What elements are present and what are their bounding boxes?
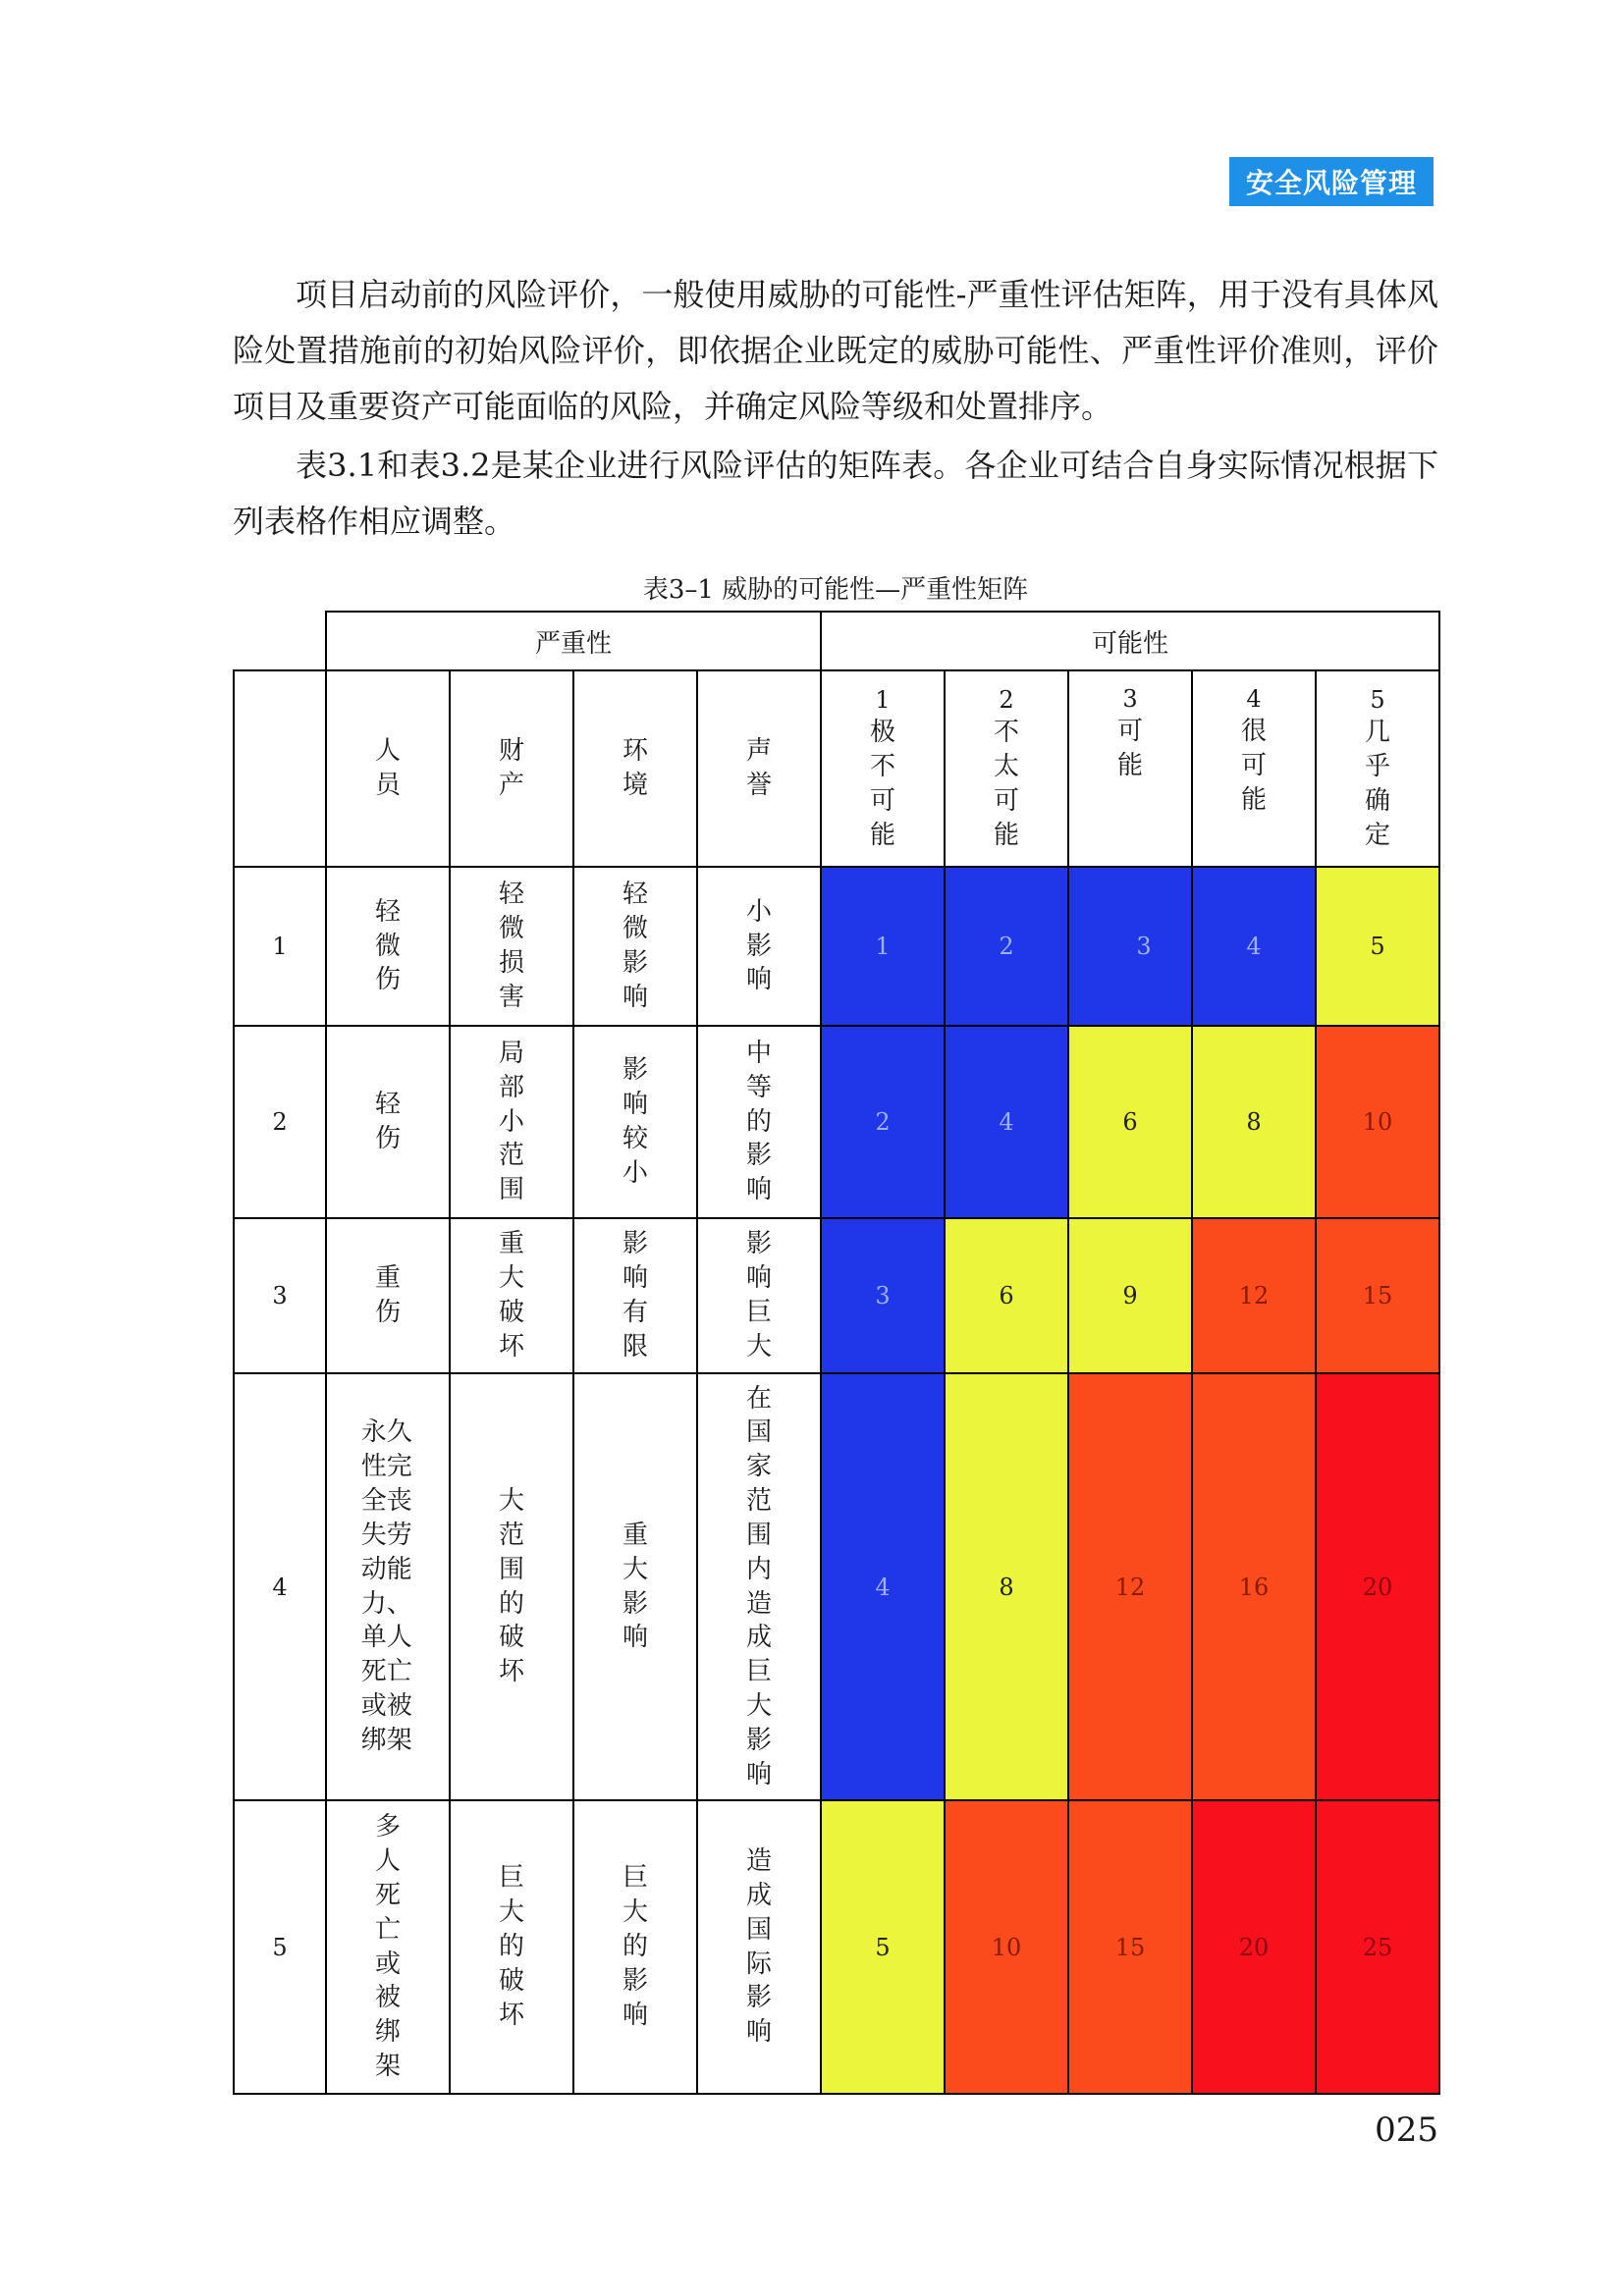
risk-score-cell: 4: [1192, 867, 1316, 1026]
blank-corner-cell: [234, 612, 326, 670]
personnel-cell: 轻微伤: [326, 867, 450, 1026]
col-header-likelihood-4: 4 很可能: [1192, 670, 1316, 867]
reputation-cell: 小影响: [697, 867, 821, 1026]
risk-score-cell: 12: [1068, 1373, 1192, 1800]
property-cell: 巨大的破坏: [450, 1800, 573, 2094]
table-row: [234, 1218, 1439, 1373]
group-header-row: [234, 612, 1439, 670]
page-number: 025: [1375, 2110, 1438, 2150]
personnel-cell: 重伤: [326, 1218, 450, 1373]
environment-cell: 重大影响: [573, 1373, 697, 1800]
property-cell: 局部小范围: [450, 1026, 573, 1218]
risk-score-cell: 20: [1316, 1373, 1439, 1800]
section-header-tag: 安全风险管理: [1229, 157, 1434, 206]
property-cell: 大范围的破坏: [450, 1373, 573, 1800]
risk-score-cell: 20: [1192, 1800, 1316, 2094]
risk-matrix-table: [233, 611, 1440, 2095]
personnel-cell: 多人死亡或被绑架: [326, 1800, 450, 2094]
table-row: [234, 1026, 1439, 1218]
environment-cell: 巨大的影响: [573, 1800, 697, 2094]
severity-level-cell: 1: [234, 867, 326, 1026]
risk-score-cell: 8: [1192, 1026, 1316, 1218]
column-header-row: [234, 670, 1439, 867]
reputation-cell: 造成国际影响: [697, 1800, 821, 2094]
severity-level-cell: 5: [234, 1800, 326, 2094]
table-caption: 表3–1 威胁的可能性—严重性矩阵: [642, 575, 1029, 605]
reputation-cell: 影响巨大: [697, 1218, 821, 1373]
risk-score-cell: 5: [821, 1800, 945, 2094]
risk-score-cell: 4: [821, 1373, 945, 1800]
reputation-cell: 在国家范围内造成巨大影响: [697, 1373, 821, 1800]
col-header-likelihood-5: 5 几乎确定: [1316, 670, 1439, 867]
risk-score-cell: 2: [945, 867, 1068, 1026]
environment-cell: 轻微影响: [573, 867, 697, 1026]
tables-reference-paragraph: 表3.1和表3.2是某企业进行风险评估的矩阵表。各企业可结合自身实际情况根据下列表格作相应调整。: [233, 447, 1438, 540]
risk-score-cell: 15: [1316, 1218, 1439, 1373]
risk-score-cell: 8: [945, 1373, 1068, 1800]
col-header-likelihood-3: 3 可能: [1068, 670, 1192, 867]
risk-score-cell: 6: [1068, 1026, 1192, 1218]
severity-group-header: 严重性: [326, 612, 821, 670]
risk-score-cell: 3: [821, 1218, 945, 1373]
table-row: [234, 1373, 1439, 1800]
col-header-likelihood-1: 1 极不可能: [821, 670, 945, 867]
risk-score-cell: 5: [1316, 867, 1439, 1026]
risk-score-cell: 15: [1068, 1800, 1192, 2094]
likelihood-group-header: 可能性: [821, 612, 1439, 670]
risk-score-cell: 25: [1316, 1800, 1439, 2094]
personnel-cell: 轻伤: [326, 1026, 450, 1218]
col-header-property: 财产: [450, 670, 573, 867]
risk-score-cell: 1: [821, 867, 945, 1026]
col-header-likelihood-2: 2 不太可能: [945, 670, 1068, 867]
risk-score-cell: 4: [945, 1026, 1068, 1218]
table-row: [234, 867, 1439, 1026]
personnel-cell: 永久性完全丧失劳动能力、单人死亡或被绑架: [326, 1373, 450, 1800]
col-header-personnel: 人员: [326, 670, 450, 867]
risk-score-cell: 6: [945, 1218, 1068, 1373]
risk-score-cell: 2: [821, 1026, 945, 1218]
severity-level-cell: 2: [234, 1026, 326, 1218]
property-cell: 重大破坏: [450, 1218, 573, 1373]
risk-score-cell: 10: [1316, 1026, 1439, 1218]
risk-score-cell: 16: [1192, 1373, 1316, 1800]
table-row: [234, 1800, 1439, 2094]
risk-score-cell: 9: [1068, 1218, 1192, 1373]
level-column-header: [234, 670, 326, 867]
severity-level-cell: 4: [234, 1373, 326, 1800]
reputation-cell: 中等的影响: [697, 1026, 821, 1218]
risk-score-cell: 10: [945, 1800, 1068, 2094]
col-header-reputation: 声誉: [697, 670, 821, 867]
property-cell: 轻微损害: [450, 867, 573, 1026]
environment-cell: 影响有限: [573, 1218, 697, 1373]
risk-score-cell: 3: [1068, 867, 1192, 1026]
risk-score-cell: 12: [1192, 1218, 1316, 1373]
severity-level-cell: 3: [234, 1218, 326, 1373]
intro-paragraph: 项目启动前的风险评价，一般使用威胁的可能性-严重性评估矩阵，用于没有具体风险处置措施前的初始风险评价，即依据企业既定的威胁可能性、严重性评价准则，评价项目及重要资产可能面临的风险，并确定风险等级和处置排序。: [233, 276, 1438, 425]
col-header-environment: 环境: [573, 670, 697, 867]
environment-cell: 影响较小: [573, 1026, 697, 1218]
